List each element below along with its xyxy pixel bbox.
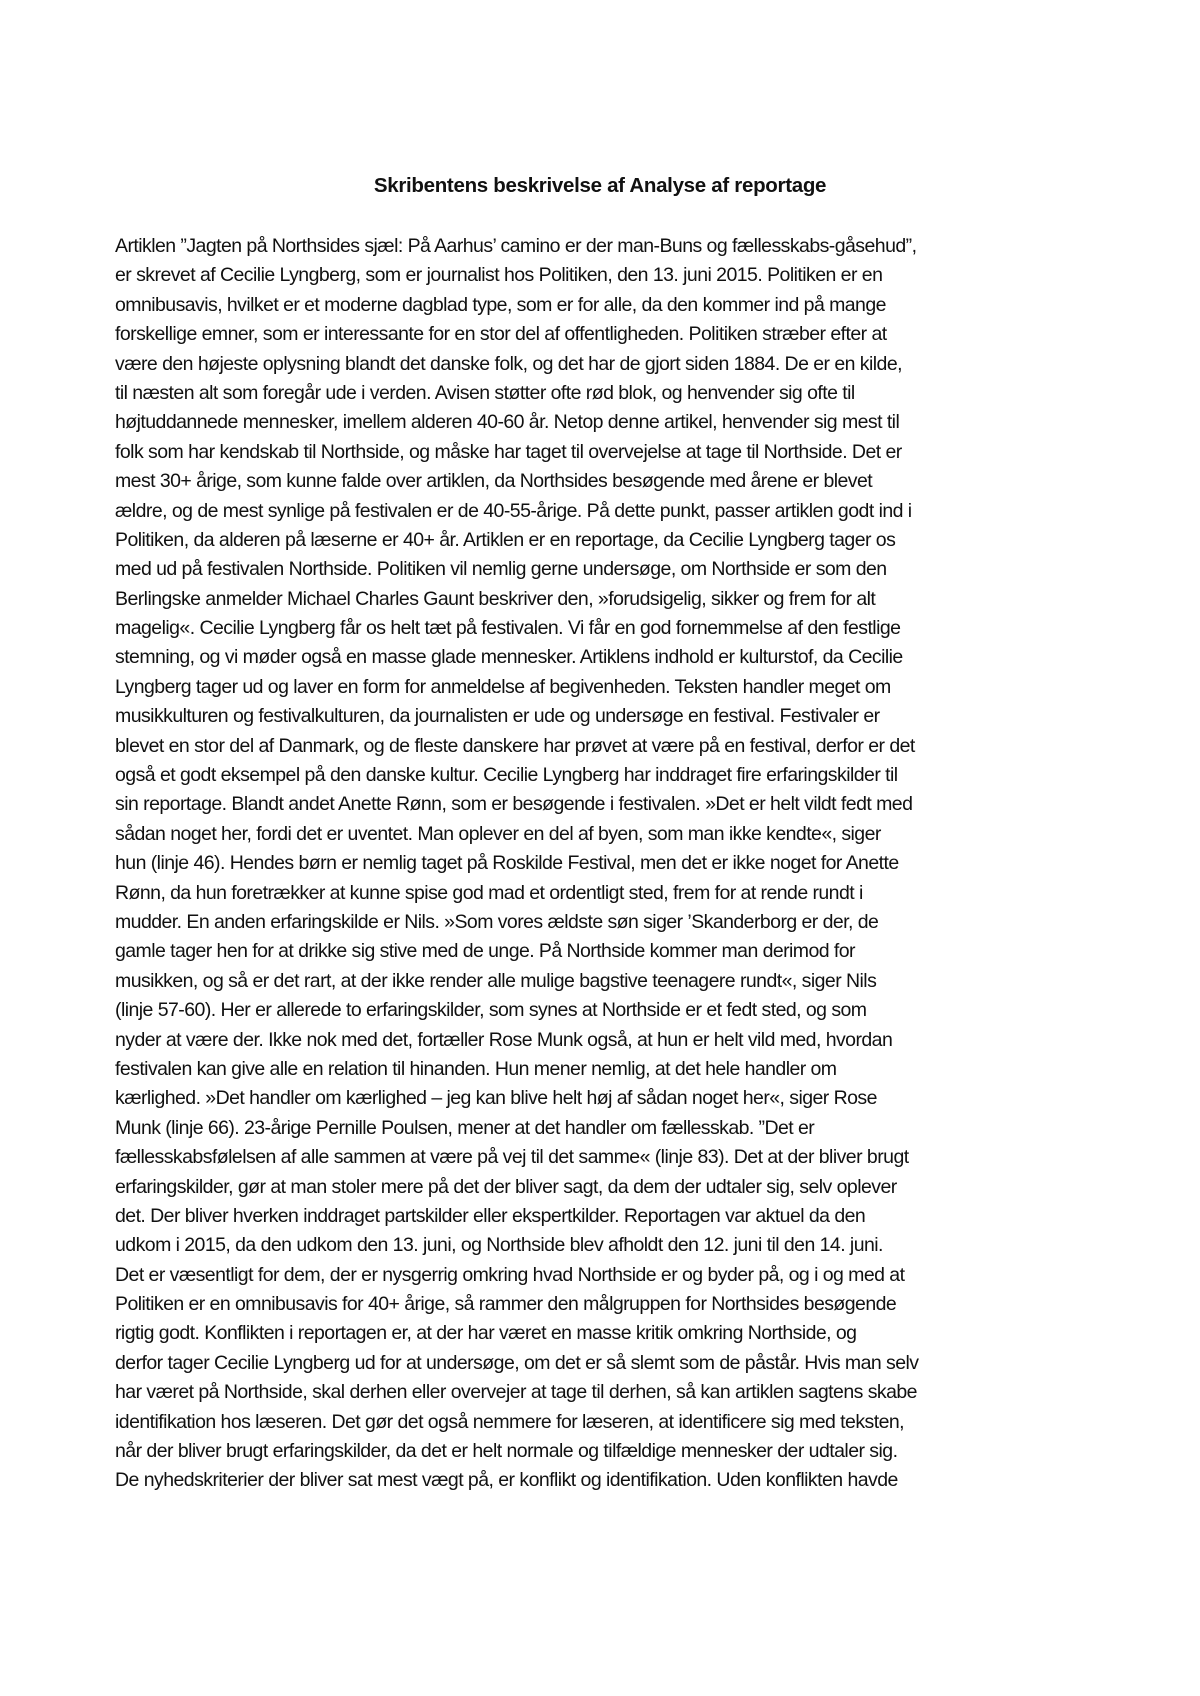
body-text-line: identifikation hos læseren. Det gør det også nemmere for læseren, at identificere sig med teksten, [115,1410,905,1433]
body-text-line: være den højeste oplysning blandt det danske folk, og det har de gjort siden 1884. De er en kilde, [115,352,902,375]
document-body [115,232,1115,1496]
body-text-line: festivalen kan give alle en relation til hinanden. Hun mener nemlig, at det hele handler om [115,1057,837,1080]
body-text-line: har været på Northside, skal derhen eller overvejer at tage til derhen, så kan artiklen sagtens skabe [115,1381,917,1404]
body-text-line: det. Der bliver hverken inddraget partskilder eller ekspertkilder. Reportagen var aktuel da den [115,1204,866,1227]
body-text-line: sådan noget her, fordi det er uventet. Man oplever en del af byen, som man ikke kendte«, siger [115,822,881,845]
body-text-line: Rønn, da hun foretrækker at kunne spise god mad et ordentligt sted, frem for at rende rundt i [115,881,863,904]
body-text-line: ældre, og de mest synlige på festivalen er de 40-55-årige. På dette punkt, passer artiklen godt ind i [115,499,912,522]
body-text-line: til næsten alt som foregår ude i verden. Avisen støtter ofte rød blok, og henvender sig ofte til [115,381,855,404]
body-text-line: sin reportage. Blandt andet Anette Rønn, som er besøgende i festivalen. »Det er helt vildt fedt med [115,793,913,816]
body-text-line: stemning, og vi møder også en masse glade mennesker. Artiklens indhold er kulturstof, da Cecilie [115,646,903,669]
body-text-line: med ud på festivalen Northside. Politiken vil nemlig gerne undersøge, om Northside er som den [115,558,887,581]
body-text-line: udkom i 2015, da den udkom den 13. juni, og Northside blev afholdt den 12. juni til den 14. juni. [115,1234,883,1257]
body-text-line: mest 30+ årige, som kunne falde over artiklen, da Northsides besøgende med årene er blevet [115,470,873,493]
body-text-line: Artiklen ”Jagten på Northsides sjæl: På Aarhus’ camino er der man-Buns og fællesskabs-gåsehud”, [115,235,917,257]
body-text-line: Politiken, da alderen på læserne er 40+ år. Artiklen er en reportage, da Cecilie Lyngberg tager os [115,528,896,551]
body-text-line: Politiken er en omnibusavis for 40+ årige, så rammer den målgruppen for Northsides besøgende [115,1293,897,1316]
body-text-line: forskellige emner, som er interessante for en stor del af offentligheden. Politiken stræber efter at [115,323,887,346]
body-text-line: Det er væsentligt for dem, der er nysgerrig omkring hvad Northside er og byder på, og i og med at [115,1263,905,1286]
body-text-line: kærlighed. »Det handler om kærlighed – jeg kan blive helt høj af sådan noget her«, siger Rose [115,1087,877,1110]
body-text-line: magelig«. Cecilie Lyngberg får os helt tæt på festivalen. Vi får en god fornemmelse af den festlige [115,617,901,640]
body-text-line: Berlingske anmelder Michael Charles Gaunt beskriver den, »forudsigelig, sikker og frem for alt [115,587,876,610]
body-text-line: fællesskabsfølelsen af alle sammen at være på vej til det samme« (linje 83). Det at der bliver brugt [115,1146,909,1169]
body-text-line: De nyhedskriterier der bliver sat mest vægt på, er konflikt og identifikation. Uden konflikten havde [115,1469,898,1492]
body-text-line: hun (linje 46). Hendes børn er nemlig taget på Roskilde Festival, men det er ikke noget for Anette [115,852,899,875]
body-text-line: mudder. En anden erfaringskilde er Nils. »Som vores ældste søn siger ’Skanderborg er der, de [115,910,879,933]
body-text-line: Munk (linje 66). 23-årige Pernille Poulsen, mener at det handler om fællesskab. ”Det er [115,1116,815,1139]
body-text-line: nyder at være der. Ikke nok med det, fortæller Rose Munk også, at hun er helt vild med, hvordan [115,1028,893,1051]
body-text-line: også et godt eksempel på den danske kultur. Cecilie Lyngberg har inddraget fire erfaringskilder til [115,764,898,787]
body-text-line: højtuddannede mennesker, imellem alderen 40-60 år. Netop denne artikel, henvender sig mest til [115,411,900,434]
body-text-line: blevet en stor del af Danmark, og de fleste danskere har prøvet at være på en festival, derfor er det [115,734,915,757]
body-text-line: folk som har kendskab til Northside, og måske har taget til overvejelse at tage til Northside. Det er [115,440,902,463]
body-text-line: gamle tager hen for at drikke sig stive med de unge. På Northside kommer man derimod for [115,940,855,963]
body-text-line: musikkulturen og festivalkulturen, da journalisten er ude og undersøge en festival. Festivaler er [115,705,880,728]
body-text-line: når der bliver brugt erfaringskilder, da det er helt normale og tilfældige mennesker der udtaler sig. [115,1440,898,1463]
body-text-line: omnibusavis, hvilket er et moderne dagblad type, som er for alle, da den kommer ind på mange [115,293,886,316]
body-text-line: musikken, og så er det rart, at der ikke render alle mulige bagstive teenagere rundt«, siger Nils [115,969,877,992]
body-text-line: derfor tager Cecilie Lyngberg ud for at undersøge, om det er så slemt som de påstår. Hvis man selv [115,1351,919,1374]
body-text-line: Lyngberg tager ud og laver en form for anmeldelse af begivenheden. Teksten handler meget om [115,675,891,698]
body-text-line: rigtig godt. Konflikten i reportagen er, at der har været en masse kritik omkring Northside, og [115,1322,857,1345]
body-text-line: erfaringskilder, gør at man stoler mere på det der bliver sagt, da dem der udtaler sig, selv oplever [115,1175,897,1198]
body-text-line: (linje 57-60). Her er allerede to erfaringskilder, som synes at Northside er et fedt sted, og som [115,999,867,1022]
body-text-line: er skrevet af Cecilie Lyngberg, som er journalist hos Politiken, den 13. juni 2015. Politiken er en [115,264,883,287]
document-title: Skribentens beskrivelse af Analyse af reportage [373,174,827,197]
